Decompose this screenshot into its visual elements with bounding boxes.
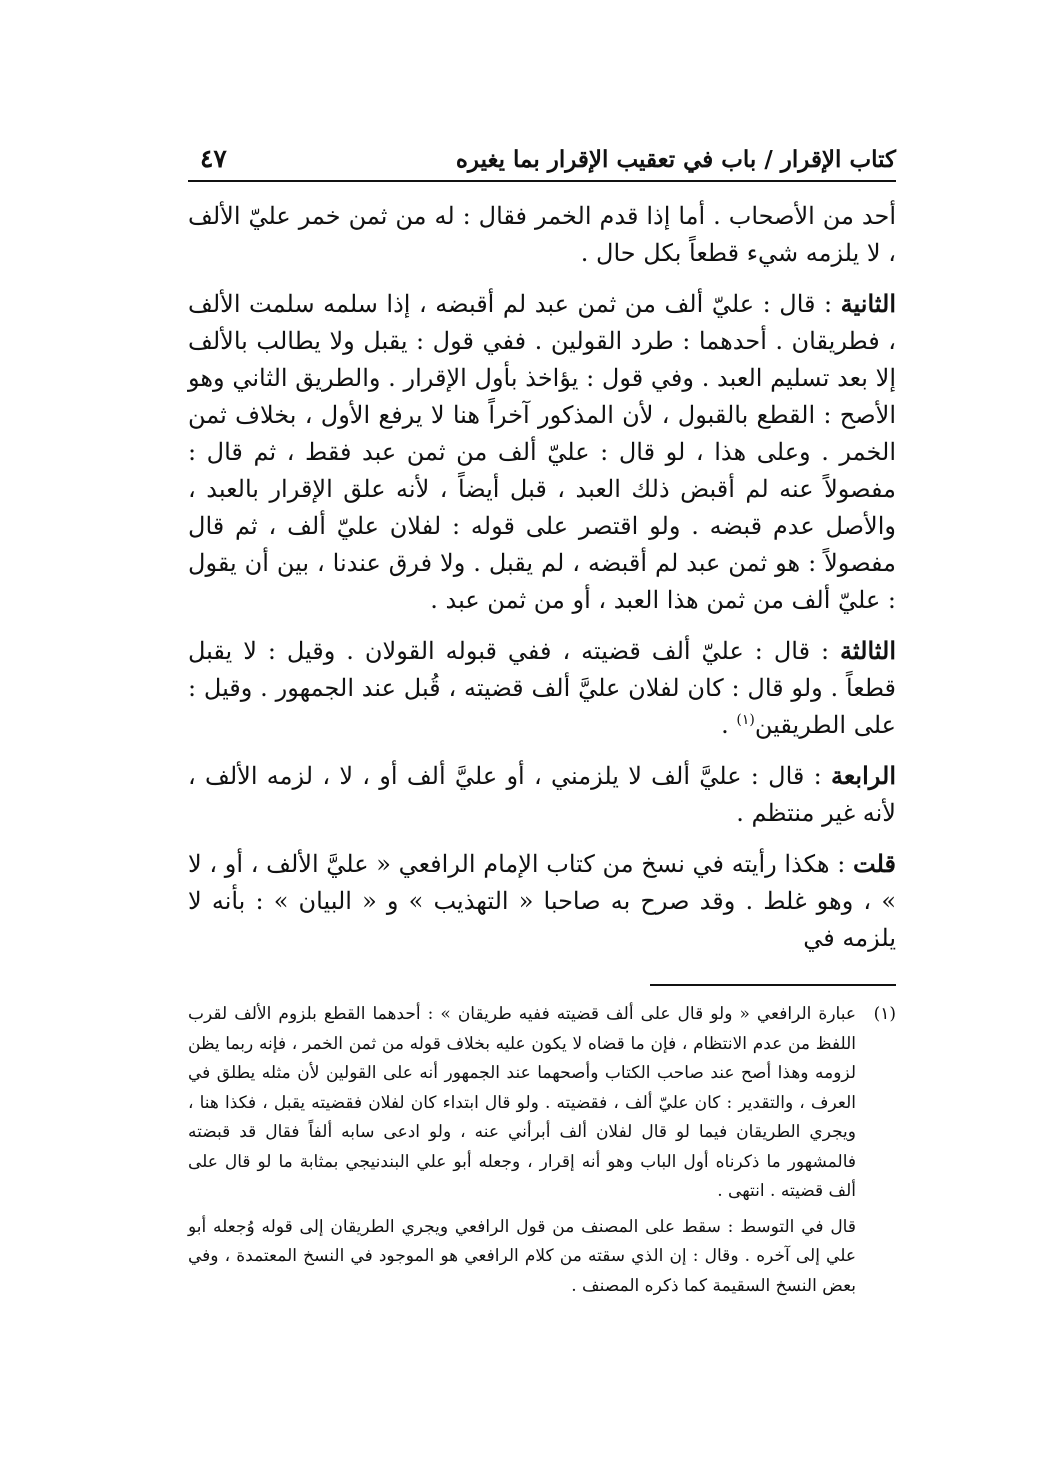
footnote-body [188,1000,856,1301]
chapter-title: كتاب الإقرار / باب في تعقيب الإقرار بما يغيره [455,146,896,173]
footnote-text: عبارة الرافعي « ولو قال على ألف قضيته ففيه طريقان » : أحدهما القطع بلزوم الألف لقرب اللفظ من عدم الانتظام ، فإن ما قضاه لا يكون عليه بخلاف قوله من ثمن الخمر ، فإنه ربما يظن لزومه وهذا أصح عند صاحب الكتاب وأصحهما عند الجمهور أنه على القولين لأن مثله يطلق في العرف ، والتقدير : كان عليّ ألف ، فقضيته . ولو قال ابتداء كان لفلان فقضيته يقبل ، فكذا هنا ، ويجري الطريقان فيما لو قال لفلان ألف أبرأني عنه ، ولو ادعى سابه ألفاً فقال قد قبضته فالمشهور ما ذكرناه أول الباب وهو أنه إقرار ، وجعله أبو علي البندنيجي بمثابة ما لو قال على ألف قضيته . انتهى . [188,1004,857,1201]
footnote-reference[interactable]: (١) [736,712,755,728]
paragraph-text: : هكذا رأيته في نسخ من كتاب الإمام الرافعي « عليَّ الألف ، أو ، لا » ، وهو غلط . وقد صرح به صاحبا « التهذيب » و « البيان » : بأنه لا يلزمه في [188,850,896,952]
section-lead-second: الثانية [840,289,896,318]
paragraph-text: أحد من الأصحاب . أما إذا قدم الخمر فقال : له من ثمن خمر عليّ الألف ، لا يلزمه شيء قطعاً بكل حال . [188,202,896,267]
footnote-text-additional: قال في التوسط : سقط على المصنف من قول الرافعي ويجري الطريقان إلى قوله وُجعله أبو علي إلى آخره . وقال : إن الذي سقته من كلام الرافعي هو الموجود في النسخ المعتمدة ، وفي بعض النسخ السقيمة كما ذكره المصنف . [188,1216,856,1296]
section-lead-qultu: قلت [853,849,896,878]
footnote-number: (١) [873,1004,896,1024]
footnote-1 [188,1000,896,1301]
paragraph-text: : قال : عليَّ ألف لا يلزمني ، أو عليَّ ألف أو ، لا ، لزمه الألف ، لأنه غير منتظم . [188,762,896,827]
paragraph-end: . [721,711,737,739]
footnote-divider [650,984,896,986]
running-header [188,140,896,182]
section-lead-third: الثالثة [840,636,896,665]
page-number: ٤٧ [200,144,227,173]
section-lead-fourth: الرابعة [830,761,896,790]
footnotes [188,1000,896,1301]
main-text [188,198,896,970]
paragraph-author-note [188,845,896,957]
paragraph-continuation [188,198,896,272]
paragraph-text: : قال : عليّ ألف من ثمن عبد لم أقبضه ، إذا سلمه سلمت الألف ، فطريقان . أحدهما : طرد القولين . ففي قول : يقبل ولا يطالب بالألف إلا بعد تسليم العبد . وفي قول : يؤاخذ بأول الإقرار . والطريق الثاني وهو الأصح : القطع بالقبول ، لأن المذكور آخراً هنا لا يرفع الأول ، بخلاف ثمن الخمر . وعلى هذا ، لو قال : عليّ ألف من ثمن عبد فقط ، ثم قال : مفصولاً عنه لم أقبض ذلك العبد ، قبل أيضاً ، لأنه علق الإقرار بالعبد ، والأصل عدم قبضه . ولو اقتصر على قوله : لفلان عليّ ألف ، ثم قال مفصولاً : هو ثمن عبد لم أقبضه ، لم يقبل . ولا فرق عندنا ، بين أن يقول : عليّ ألف من ثمن هذا العبد ، أو من ثمن عبد . [188,290,896,614]
paragraph-second-case [188,285,896,619]
paragraph-third-case [188,632,896,744]
paragraph-fourth-case [188,757,896,832]
paragraph-text: : قال : عليّ ألف قضيته ، ففي قبوله القولان . وقيل : لا يقبل قطعاً . ولو قال : كان لفلان عليَّ ألف قضيته ، قُبل عند الجمهور . وقيل : على الطريقين [188,637,896,739]
